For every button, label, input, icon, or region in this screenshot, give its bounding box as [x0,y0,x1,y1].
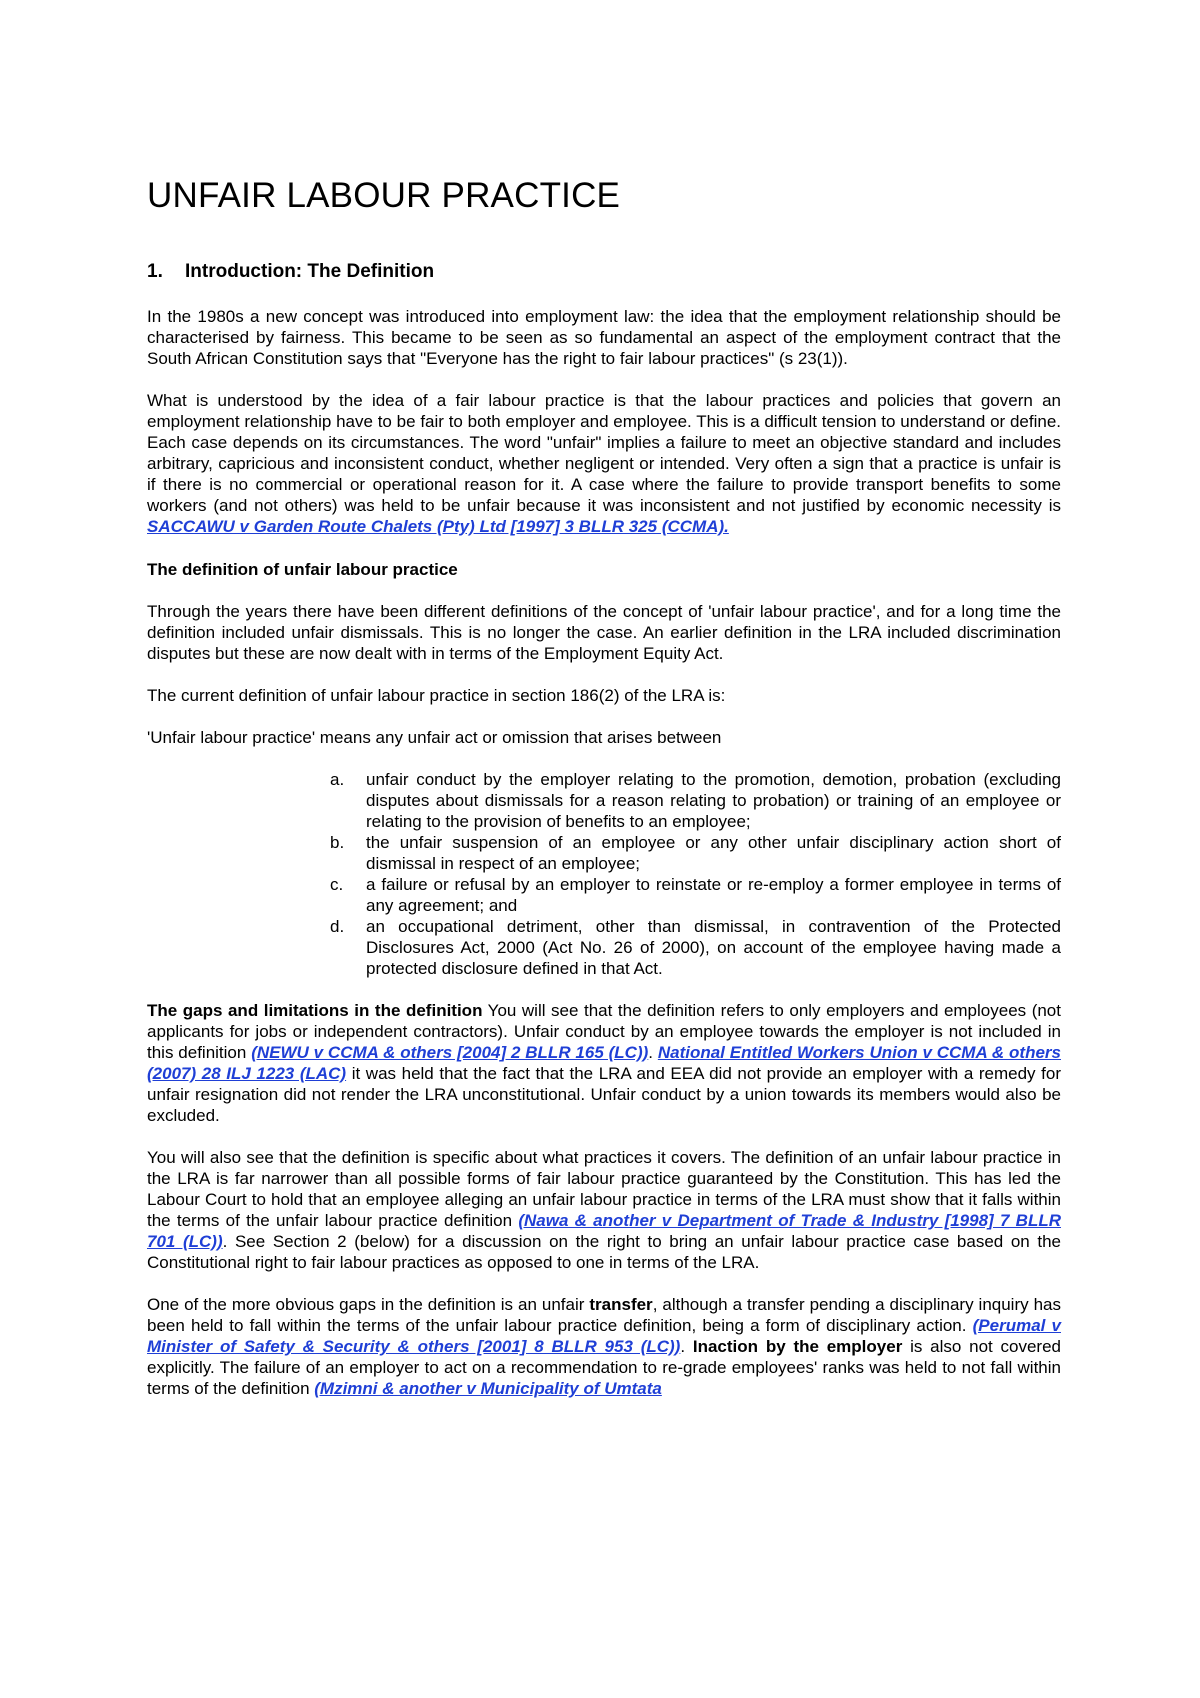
list-item-text: a failure or refusal by an employer to reinstate or re-employ a former employee in terms of any agreement; and [366,875,1061,915]
paragraph-text: . [648,1043,658,1062]
paragraph-gaps [147,1000,1061,1126]
case-link-perumal[interactable]: (Perumal v Minister of Safety & Security & others [2001] 8 BLLR 953 (LC)) [147,1316,1061,1356]
paragraph-text: it was held that the fact that the LRA and EEA did not provide an employer with a remedy for unfair resignation did not render the LRA unconstitutional. Unfair conduct by a union towards its members would also be excluded. [147,1064,1061,1125]
list-item-text: the unfair suspension of an employee or any other unfair disciplinary action short of dismissal in respect of an employee; [366,833,1061,873]
paragraph-history: Through the years there have been different definitions of the concept of 'unfair labour practice', and for a long time the definition included unfair dismissals. This is no longer the case. An earlier definition in the LRA included discrimination disputes but these are now dealt with in terms of the Employment Equity Act. [147,602,1061,663]
section-heading-text: Introduction: The Definition [185,261,435,282]
section-heading [147,260,1061,284]
list-item-text: unfair conduct by the employer relating to the promotion, demotion, probation (excluding disputes about dismissals for a reason relating to probation) or training of an employee or relating to the provision of benefits to an employee; [366,770,1061,831]
case-link-nawa[interactable]: (Nawa & another v Department of Trade & Industry [1998] 7 BLLR 701 (LC)) [147,1211,1061,1251]
case-link-mzimni[interactable]: (Mzimni & another v Municipality of Umtata [314,1379,662,1398]
paragraph-text: , although a transfer pending a disciplinary inquiry has been held to fall within the terms of the unfair labour practice definition, being a form of disciplinary action. [147,1295,1062,1335]
paragraph-definition-quote: 'Unfair labour practice' means any unfair act or omission that arises between [147,728,722,747]
paragraph-specific [147,1147,1061,1273]
page-title: UNFAIR LABOUR PRACTICE [147,176,621,215]
paragraph-text: What is understood by the idea of a fair labour practice is that the labour practices and policies that govern an employment relationship have to be fair to both employer and employee. This is a difficult tension to understand or define. Each case depends on its circumstances. The word "unfair" implies a failure to meet an objective standard and includes arbitrary, capricious and inconsistent conduct, whether negligent or intended. Very often a sign that a practice is unfair is if there is no commercial or operational reason for it. A case where the failure to provide transport benefits to some workers (and not others) was held to be unfair because it was inconsistent and not justified by economic necessity is [147,391,1061,515]
section-number: 1. [147,261,163,282]
case-link-national-entitled[interactable]: National Entitled Workers Union v CCMA & others (2007) 28 ILJ 1223 (LAC) [147,1043,1061,1083]
paragraph-text: is also not covered explicitly. The failure of an employer to act on a recommendation to re-grade employees' ranks was held to not fall within terms of the definition [147,1337,1062,1398]
list-marker: b. [330,833,345,852]
paragraph-current-definition: The current definition of unfair labour practice in section 186(2) of the LRA is: [147,686,726,705]
list-marker: d. [330,917,345,936]
paragraph-intro: In the 1980s a new concept was introduced into employment law: the idea that the employment relationship should be characterised by fairness. This became to be seen as so fundamental an aspect of the employment contract that the South African Constitution says that "Everyone has the right to fair labour practices" (s 23(1)). [147,307,1061,368]
list-marker: c. [330,875,344,894]
list-item [330,874,1061,916]
list-item [330,832,1061,874]
paragraph-text: . [680,1337,693,1356]
list-item-text: an occupational detriment, other than dismissal, in contravention of the Protected Disclosures Act, 2000 (Act No. 26 of 2000), on account of the employee having made a protected disclosure defined in that Act. [366,917,1061,978]
paragraph-lead: The gaps and limitations in the definition [147,1001,483,1020]
paragraph-text: You will see that the definition refers to only employers and employees (not applicants for jobs or independent contractors). Unfair conduct by an employee towards the employer is not included in this definition [147,1001,1061,1062]
list-item [330,916,1061,979]
list-item [330,769,1061,832]
case-link-newu[interactable]: (NEWU v CCMA & others [2004] 2 BLLR 165 (LC)) [251,1043,649,1062]
bold-term: transfer [589,1295,653,1314]
paragraph-text: . See Section 2 (below) for a discussion on the right to bring an unfair labour practice case based on the Constitutional right to fair labour practices as opposed to one in terms of the LRA. [147,1232,1061,1272]
paragraph-transfer [147,1294,1061,1399]
paragraph-text: You will also see that the definition is specific about what practices it covers. The definition of an unfair labour practice in the LRA is far narrower than all possible forms of fair labour practice guaranteed by the Constitution. This has led the Labour Court to hold that an employee alleging an unfair labour practice in terms of the LRA must show that it falls within the terms of the unfair labour practice definition [147,1148,1061,1230]
list-marker: a. [330,770,345,789]
case-link-saccawu[interactable]: SACCAWU v Garden Route Chalets (Pty) Ltd [1997] 3 BLLR 325 (CCMA). [147,517,729,536]
paragraph-text: One of the more obvious gaps in the definition is an unfair [147,1295,590,1314]
definition-list [147,769,1061,979]
paragraph-fair-practice [147,390,1061,537]
bold-term: Inaction by the employer [692,1337,903,1356]
subheading-definition: The definition of unfair labour practice [147,560,458,579]
